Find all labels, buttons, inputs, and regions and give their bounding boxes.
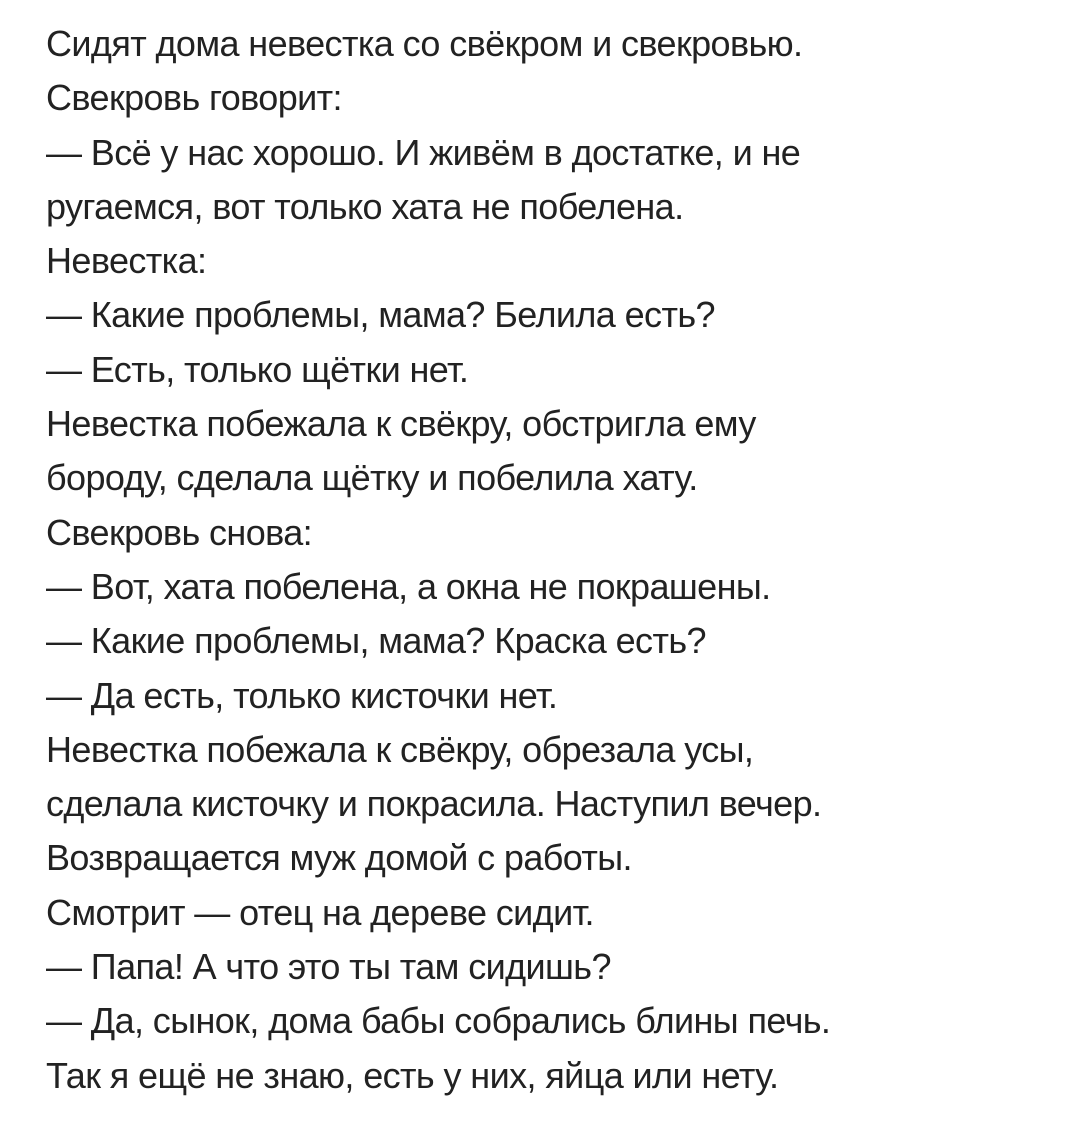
text-line: сделала кисточку и покрасила. Наступил вечер. <box>46 783 822 825</box>
text-line: — Всё у нас хорошо. И живём в достатке, и не <box>46 131 801 173</box>
text-line: — Какие проблемы, мама? Белила есть? <box>46 294 715 336</box>
text-line: Невестка побежала к свёкру, обрезала усы, <box>46 728 754 770</box>
text-line: Так я ещё не знаю, есть у них, яйца или нету. <box>46 1054 779 1096</box>
text-line: Свекровь говорит: <box>46 77 342 119</box>
text-line: — Вот, хата побелена, а окна не покрашены. <box>46 565 771 607</box>
text-line: — Папа! А что это ты там сидишь? <box>46 946 611 988</box>
text-line: — Да есть, только кисточки нет. <box>46 674 558 716</box>
text-line: Возвращается муж домой с работы. <box>46 837 632 879</box>
text-line: ругаемся, вот только хата не побелена. <box>46 185 684 227</box>
text-line: — Есть, только щётки нет. <box>46 348 469 390</box>
text-line: Невестка: <box>46 240 207 282</box>
joke-text <box>46 17 1066 1103</box>
text-line: бороду, сделала щётку и побелила хату. <box>46 457 698 499</box>
text-line: Смотрит — отец на дереве сидит. <box>46 891 594 933</box>
text-line: Свекровь снова: <box>46 511 313 553</box>
text-line: — Да, сынок, дома бабы собрались блины печь. <box>46 1000 831 1042</box>
text-line: Сидят дома невестка со свёкром и свекровью. <box>46 23 803 64</box>
text-line: — Какие проблемы, мама? Краска есть? <box>46 620 706 662</box>
text-line: Невестка побежала к свёкру, обстригла ему <box>46 403 756 445</box>
